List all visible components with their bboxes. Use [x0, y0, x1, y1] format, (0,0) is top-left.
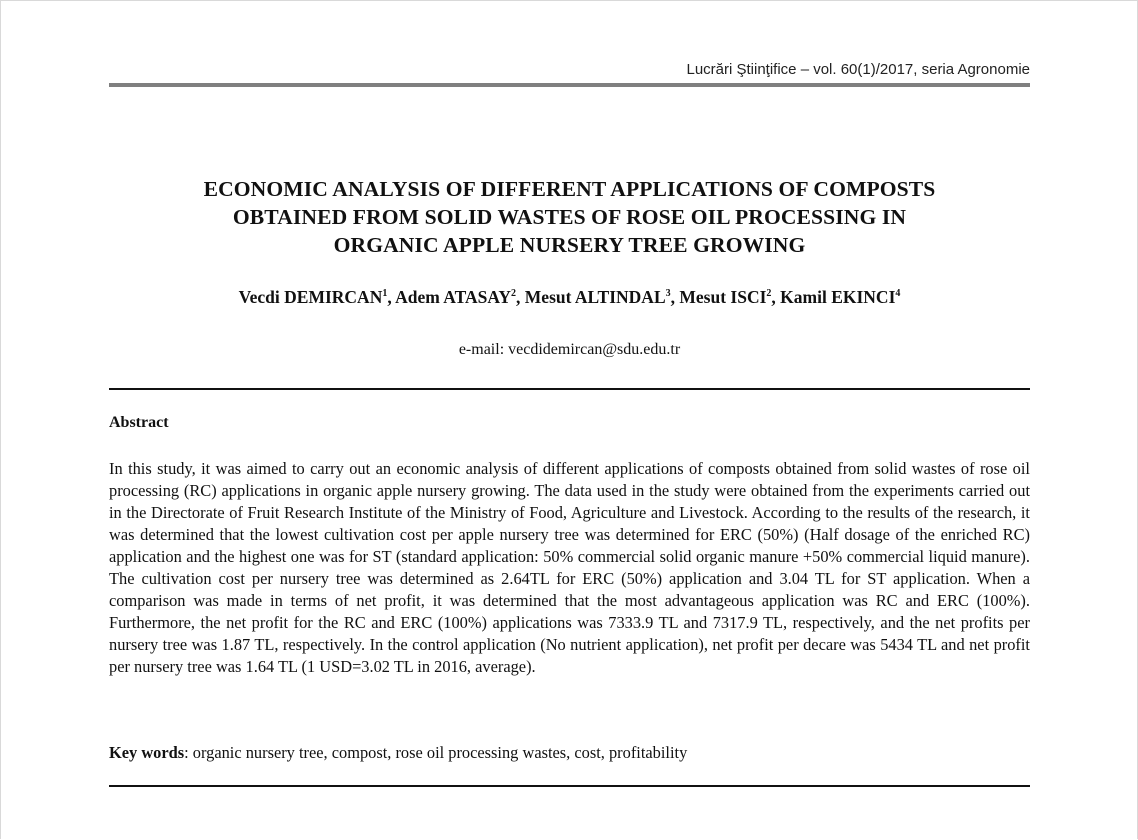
author-affiliation: 4	[895, 288, 901, 299]
abstract-bottom-rule	[109, 785, 1030, 787]
author-name: Adem ATASAY	[395, 287, 512, 307]
author-name: Kamil EKINCI	[780, 287, 896, 307]
author-affiliation: 3	[665, 288, 671, 299]
abstract-top-rule	[109, 388, 1030, 390]
title-line: OBTAINED FROM SOLID WASTES OF ROSE OIL PROCESSING IN	[232, 205, 907, 229]
running-head: Lucrări Ştiinţifice – vol. 60(1)/2017, seria Agronomie	[686, 61, 1030, 78]
author-name: Vecdi DEMIRCAN	[238, 287, 383, 307]
header-rule	[109, 83, 1030, 87]
author-list	[109, 287, 1030, 308]
author-separator: ,	[516, 287, 525, 307]
author-separator: ,	[771, 287, 781, 307]
abstract-heading: Abstract	[109, 414, 169, 431]
keywords-text: : organic nursery tree, compost, rose oil processing wastes, cost, profitability	[184, 743, 688, 762]
author-affiliation: 2	[511, 288, 517, 299]
title-line: ECONOMIC ANALYSIS OF DIFFERENT APPLICATIONS OF COMPOSTS	[203, 177, 936, 201]
author-affiliation: 2	[766, 288, 772, 299]
author-separator: ,	[387, 287, 396, 307]
keywords-label: Key words	[109, 743, 185, 762]
author-name: Mesut ALTINDAL	[524, 287, 666, 307]
abstract-text: In this study, it was aimed to carry out an economic analysis of different applications of composts obtained from solid wastes of rose oil processing (RC) applications in organic apple nursery growing. The data used in the study were obtained from the experiments carried out in the Directorate of Fruit Research Institute of the Ministry of Food, Agriculture and Livestock. According to the results of the research, it was determined that the lowest cultivation cost per apple nursery tree was determined for ERC (50%) (Half dosage of the enriched RC) application and the highest one was for ST (standard application: 50% commercial solid organic manure +50% commercial liquid manure). The cultivation cost per nursery tree was determined as 2.64TL for ERC (50%) application and 3.04 TL for ST application. When a comparison was made in terms of net profit, it was determined that the most advantageous application was RC and ERC (100%). Furthermore, the net profit for the RC and ERC (100%) applications was 7333.9 TL and 7317.9 TL, respectively, and the net profits per nursery tree was 1.87 TL, respectively. In the control application (No nutrient application), net profit per decare was 5434 TL and net profit per nursery tree was 1.64 TL (1 USD=3.02 TL in 2016, average).	[109, 459, 1030, 676]
author-affiliation: 1	[382, 288, 388, 299]
contact-email: e-mail: vecdidemircan@sdu.edu.tr	[458, 341, 681, 358]
paper-title	[109, 175, 1030, 259]
author-name: Mesut ISCI	[679, 287, 767, 307]
keywords	[109, 743, 1030, 763]
author-separator: ,	[670, 287, 680, 307]
title-line: ORGANIC APPLE NURSERY TREE GROWING	[333, 233, 806, 257]
